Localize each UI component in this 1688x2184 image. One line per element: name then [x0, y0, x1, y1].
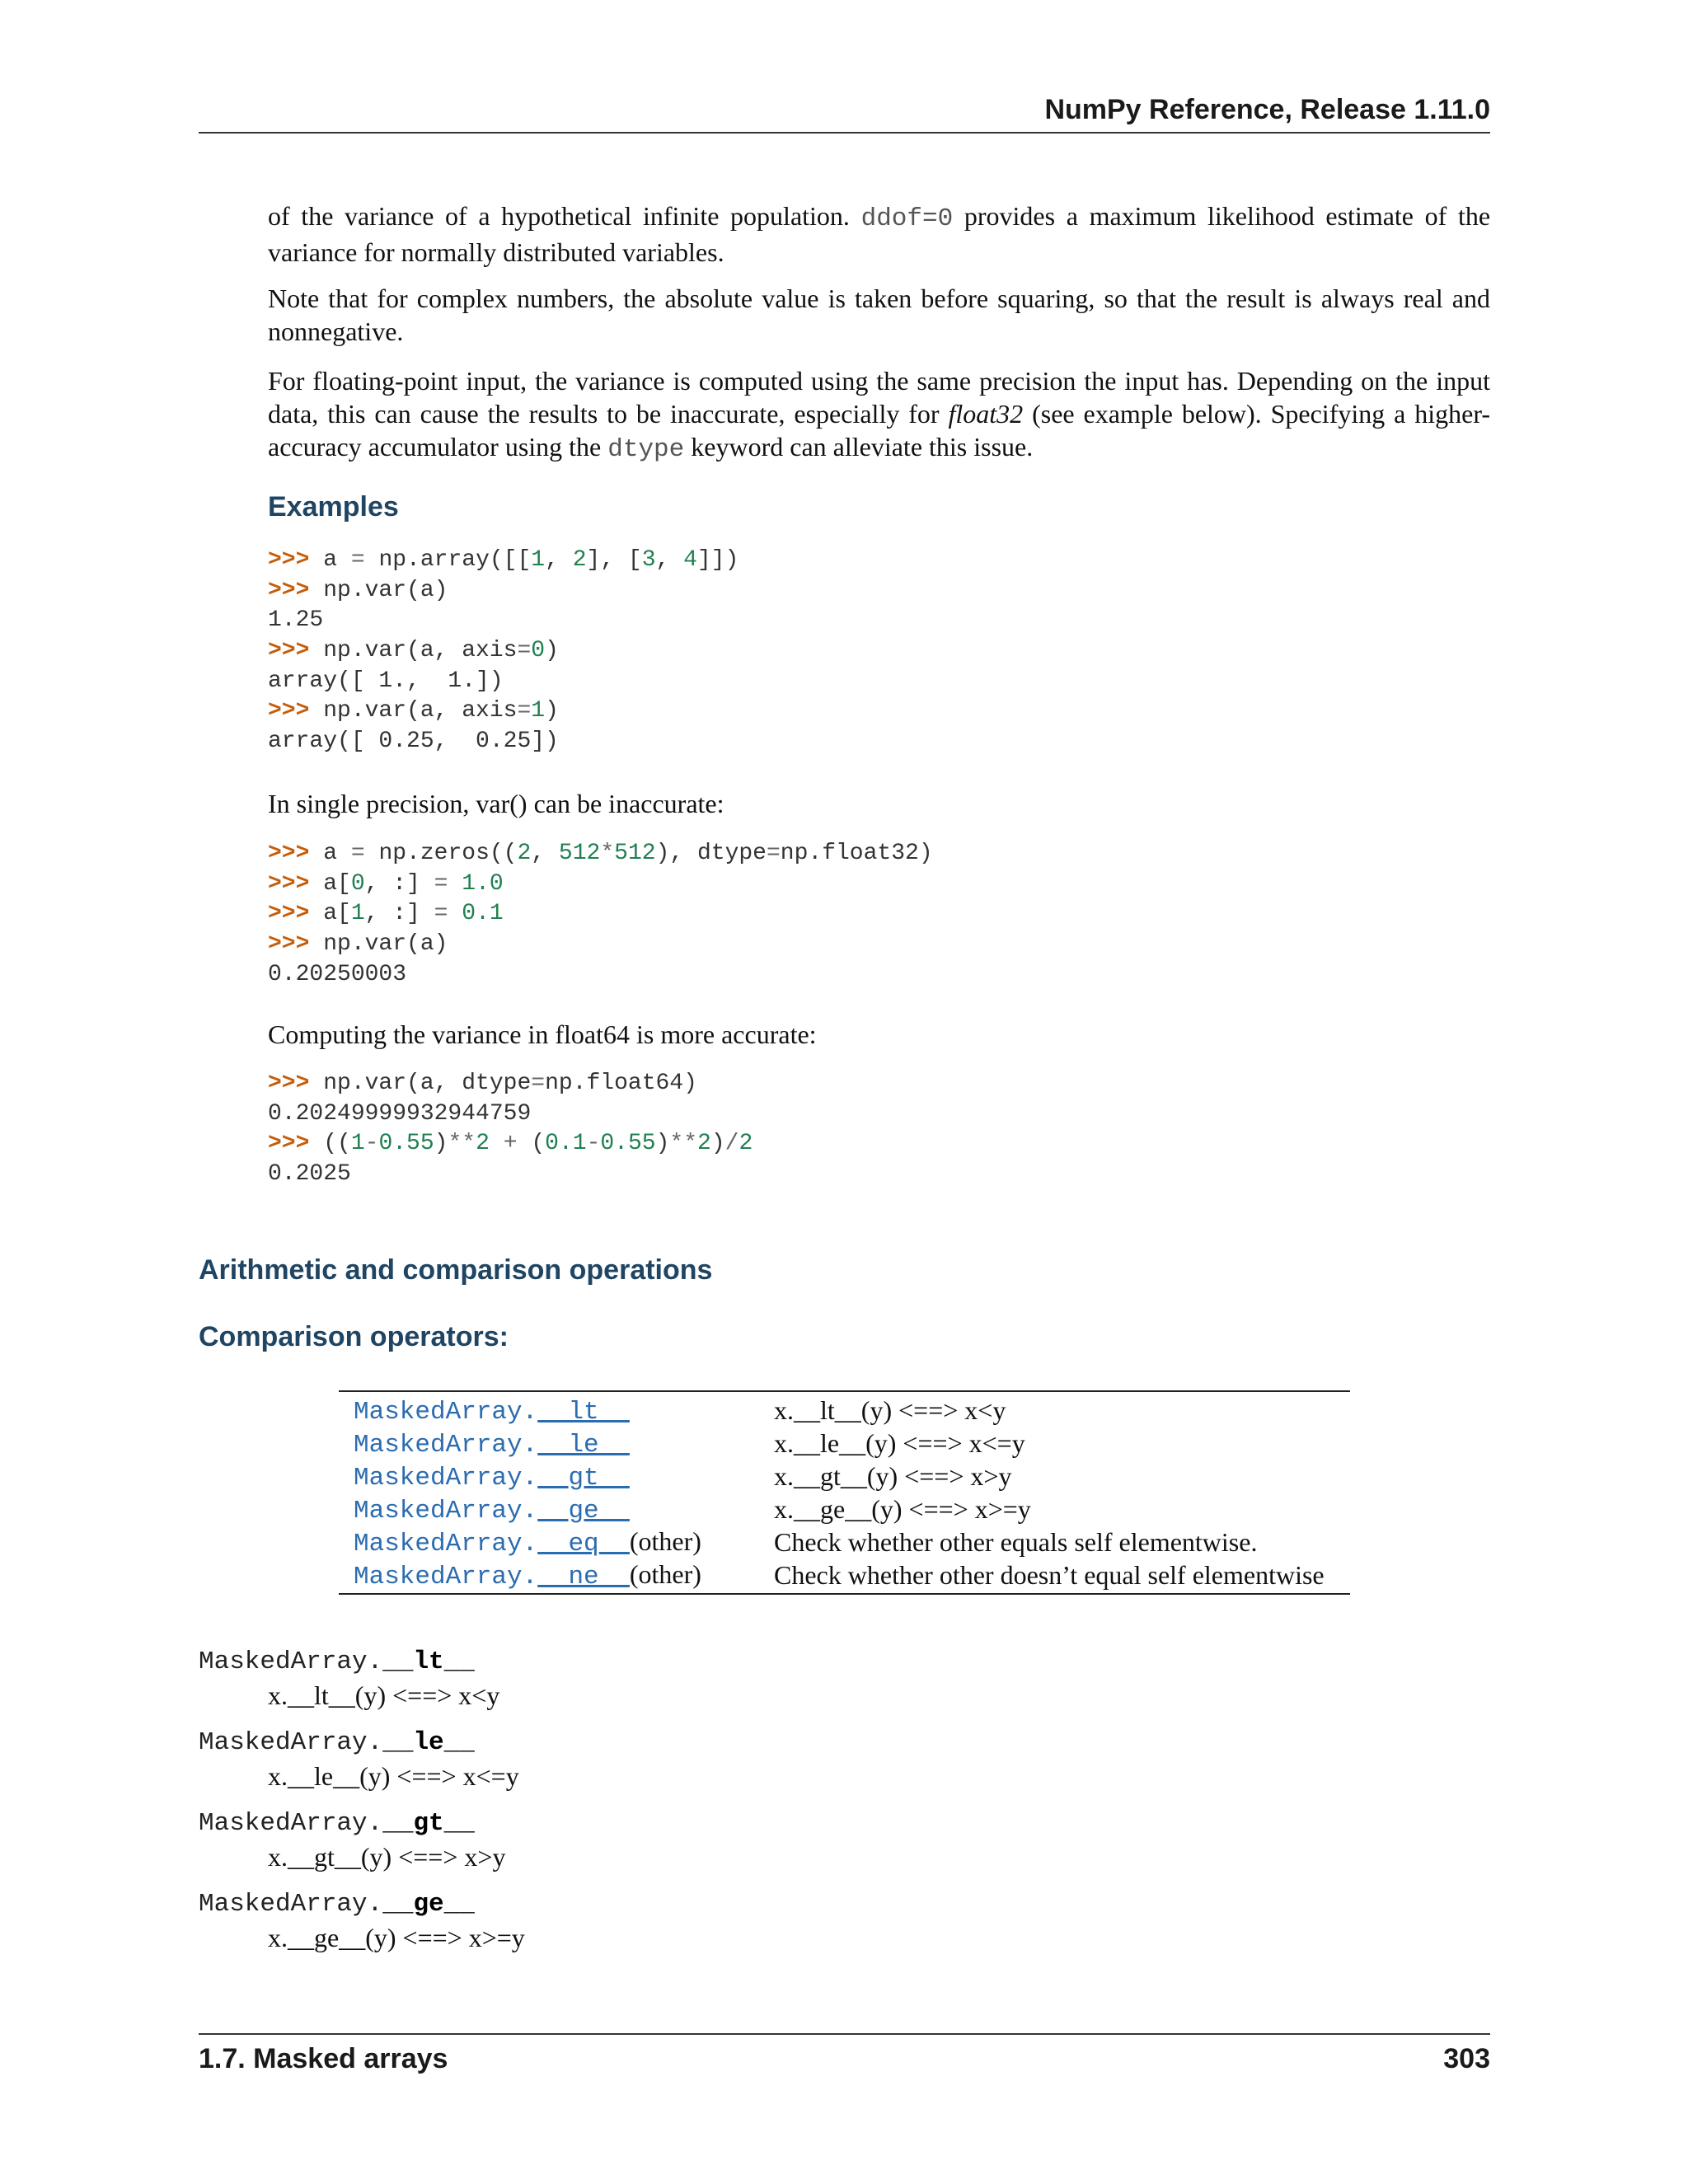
code-token-num: 3	[641, 547, 656, 573]
link-method: __le__	[537, 1430, 630, 1460]
paragraph-ddof	[268, 199, 1490, 269]
operator-link[interactable]	[354, 1530, 630, 1558]
code-token-out: 1.25	[268, 607, 324, 634]
table-cell-description: x.__ge__(y) <==> x>=y	[774, 1493, 1031, 1524]
code-line	[268, 1069, 753, 1099]
code-token-out: 0.2025	[268, 1161, 351, 1188]
paragraph-text: For floating-point input, the variance is computed using the same precision the input has. Depending on the input data, this can cause the results to be inaccurate, especially for	[268, 366, 1490, 429]
code-example-1	[268, 546, 738, 757]
code-token-out: )	[545, 698, 559, 724]
operator-link[interactable]	[354, 1497, 630, 1526]
code-token-num: 2	[738, 1131, 753, 1157]
code-line	[268, 960, 933, 991]
code-token-out: ,	[531, 841, 559, 866]
code-token-out: )	[545, 638, 559, 664]
code-token-num: 0	[531, 638, 546, 664]
code-token-num: 2	[572, 547, 587, 573]
signature-class: MaskedArray.	[199, 1647, 383, 1676]
code-token-num: 0.55	[600, 1131, 656, 1157]
emphasis-float32: float32	[948, 399, 1024, 429]
header-title: NumPy Reference, Release 1.11.0	[1044, 94, 1490, 125]
code-token-out: ,	[655, 547, 684, 573]
paragraph-text: Computing the variance in float64 is more accurate:	[268, 1019, 817, 1049]
code-token-out: np.var(a)	[323, 931, 448, 958]
table-cell-operator	[339, 1493, 774, 1526]
code-token-op: =	[434, 870, 448, 897]
code-token-op: =	[517, 698, 532, 724]
examples-heading: Examples	[268, 491, 399, 523]
code-token-op: =	[350, 547, 365, 573]
code-line	[268, 1160, 753, 1190]
code-token-num: 2	[476, 1131, 490, 1157]
code-token-prompt: >>>	[268, 638, 324, 664]
table-row	[339, 1394, 1350, 1427]
table-cell-description: Check whether other equals self elementwise.	[774, 1526, 1258, 1557]
code-line	[268, 636, 738, 667]
code-token-out: np.var(a, axis	[323, 638, 518, 664]
code-token-out: ((	[323, 1131, 351, 1157]
table-cell-operator	[339, 1559, 774, 1591]
code-line	[268, 1099, 753, 1130]
code-token-op: **	[669, 1131, 698, 1157]
method-definition	[199, 1807, 525, 1873]
code-token-out: ), dtype	[655, 841, 767, 866]
definitions-list	[199, 1646, 525, 1969]
paragraph-single-precision	[268, 787, 1490, 820]
link-class: MaskedArray.	[354, 1496, 538, 1526]
code-token-num: 4	[683, 547, 697, 573]
code-token-out	[448, 901, 462, 926]
code-token-op: =	[766, 841, 781, 866]
operator-args: (other)	[629, 1526, 701, 1556]
section-comparison-heading: Comparison operators:	[199, 1321, 509, 1352]
paragraph-text: provides a maximum likelihood estimate of the variance for normally distributed variables.	[268, 201, 1491, 267]
signature-method: __lt__	[382, 1647, 475, 1676]
operator-link[interactable]	[354, 1464, 630, 1493]
code-token-prompt: >>>	[268, 870, 324, 897]
code-token-out: a	[323, 547, 351, 573]
code-token-out: , :]	[364, 901, 434, 927]
code-token-num: 1	[350, 901, 365, 927]
paragraph-text: In single precision, var() can be inaccurate:	[268, 789, 724, 818]
code-token-out: )	[434, 1131, 448, 1157]
code-line	[268, 576, 738, 607]
table-row	[339, 1558, 1350, 1591]
table-cell-description: x.__lt__(y) <==> x<y	[774, 1394, 1006, 1425]
code-token-op: =	[350, 841, 365, 866]
code-token-op: =	[434, 901, 448, 927]
code-token-num: 1.0	[462, 870, 504, 897]
code-line	[268, 869, 933, 900]
link-class: MaskedArray.	[354, 1397, 538, 1427]
table-cell-operator	[339, 1526, 774, 1558]
signature-class: MaskedArray.	[199, 1728, 383, 1757]
code-token-out: np.var(a, dtype	[323, 1071, 532, 1096]
code-token-out: np.var(a, axis	[323, 698, 518, 724]
paragraph-text: of the variance of a hypothetical infinite population.	[268, 201, 850, 231]
code-token-out: ], [	[586, 547, 642, 573]
code-token-out: (	[517, 1131, 546, 1157]
signature-method: __gt__	[382, 1809, 475, 1838]
code-token-num: 0	[350, 870, 365, 897]
code-token-op: *	[600, 841, 615, 866]
code-token-out: array([ 0.25, 0.25])	[268, 729, 559, 755]
code-line	[268, 839, 933, 869]
code-token-out: np.array([[	[364, 547, 532, 573]
code-token-out: ]])	[696, 547, 739, 573]
code-token-op: =	[517, 638, 532, 664]
code-line	[268, 696, 738, 727]
link-class: MaskedArray.	[354, 1529, 538, 1558]
code-token-op: **	[448, 1131, 476, 1157]
code-token-op: =	[531, 1071, 546, 1096]
paragraph-float64	[268, 1018, 1490, 1051]
code-token-out: 0.20250003	[268, 961, 407, 987]
code-token-num: 0.55	[378, 1131, 434, 1157]
code-token-prompt: >>>	[268, 1131, 324, 1157]
paragraph-text: Note that for complex numbers, the absolute value is taken before squaring, so that the result is always real and nonnegative.	[268, 284, 1490, 346]
code-token-num: 512	[558, 841, 601, 866]
operator-link[interactable]	[354, 1563, 630, 1591]
signature-class: MaskedArray.	[199, 1890, 383, 1919]
code-token-num: 512	[614, 841, 656, 866]
code-token-out: np.float32)	[780, 841, 933, 866]
method-definition	[199, 1646, 525, 1712]
code-token-prompt: >>>	[268, 901, 324, 927]
table-cell-description: x.__le__(y) <==> x<=y	[774, 1427, 1025, 1458]
method-definition	[199, 1727, 525, 1793]
code-token-prompt: >>>	[268, 547, 324, 573]
footer-section: 1.7. Masked arrays	[199, 2043, 448, 2074]
link-class: MaskedArray.	[354, 1430, 538, 1460]
code-line	[268, 667, 738, 697]
table-cell-description: x.__gt__(y) <==> x>y	[774, 1460, 1012, 1491]
table-row	[339, 1493, 1350, 1526]
code-token-out: , :]	[364, 870, 434, 897]
signature-class: MaskedArray.	[199, 1809, 383, 1838]
paragraph-text: keyword can alleviate this issue.	[691, 432, 1034, 462]
code-line	[268, 606, 738, 636]
table-cell-operator	[339, 1460, 774, 1493]
code-token-out: 0.20249999932944759	[268, 1100, 532, 1127]
operator-args: (other)	[629, 1558, 701, 1589]
comparison-operators-table	[339, 1390, 1350, 1595]
code-token-prompt: >>>	[268, 1071, 324, 1096]
page-footer	[199, 2033, 1490, 2084]
inline-code-dtype: dtype	[607, 435, 685, 464]
link-method: __gt__	[537, 1463, 630, 1493]
code-token-num: 1	[350, 1131, 365, 1157]
signature-method: __le__	[382, 1728, 475, 1757]
paragraph-text: (see example below). Specifying a higher-accuracy accumulator using the	[268, 399, 1491, 462]
code-token-out	[448, 871, 462, 897]
link-method: __ne__	[537, 1562, 630, 1591]
table-row	[339, 1526, 1350, 1558]
table-row	[339, 1427, 1350, 1460]
page-header	[199, 92, 1490, 134]
method-description: x.__lt__(y) <==> x<y	[268, 1680, 500, 1710]
link-method: __ge__	[537, 1496, 630, 1526]
code-token-out: np.float64)	[545, 1071, 697, 1096]
table-row	[339, 1460, 1350, 1493]
table-cell-operator	[339, 1394, 774, 1427]
link-method: __lt__	[537, 1397, 630, 1427]
link-method: __eq__	[537, 1529, 630, 1558]
code-token-out: )	[655, 1131, 670, 1157]
code-token-num: 2	[517, 841, 532, 866]
code-token-num: 1	[531, 547, 546, 573]
code-token-num: 0.1	[545, 1131, 587, 1157]
code-token-out: a[	[323, 870, 351, 897]
code-token-out: np.zeros((	[364, 841, 518, 866]
code-token-out	[490, 1131, 504, 1156]
method-signature	[199, 1888, 525, 1921]
code-token-out: a	[323, 841, 351, 866]
code-token-op: +	[503, 1131, 518, 1157]
operator-link[interactable]	[354, 1431, 630, 1460]
code-token-num: 1	[531, 698, 546, 724]
method-description: x.__gt__(y) <==> x>y	[268, 1842, 506, 1872]
link-class: MaskedArray.	[354, 1562, 538, 1591]
signature-method: __ge__	[382, 1890, 475, 1919]
table-cell-description: Check whether other doesn’t equal self elementwise	[774, 1559, 1325, 1590]
code-line	[268, 546, 738, 576]
code-token-out: ,	[545, 547, 573, 573]
paragraph-precision	[268, 364, 1490, 466]
section-arithmetic-heading: Arithmetic and comparison operations	[199, 1254, 713, 1286]
code-token-prompt: >>>	[268, 931, 324, 958]
code-token-op: -	[586, 1131, 601, 1157]
code-token-out: array([ 1., 1.])	[268, 668, 504, 694]
method-description: x.__le__(y) <==> x<=y	[268, 1761, 519, 1791]
code-token-prompt: >>>	[268, 577, 324, 603]
method-definition	[199, 1888, 525, 1954]
link-class: MaskedArray.	[354, 1463, 538, 1493]
method-signature	[199, 1807, 525, 1840]
footer-page-number: 303	[1443, 2043, 1490, 2074]
code-token-num: 2	[697, 1131, 711, 1157]
code-example-2	[268, 839, 933, 990]
code-token-out: np.var(a)	[323, 577, 448, 603]
code-line	[268, 727, 738, 757]
code-line	[268, 899, 933, 930]
code-token-prompt: >>>	[268, 698, 324, 724]
inline-code-ddof: ddof=0	[860, 204, 954, 233]
code-token-out: a[	[323, 901, 351, 927]
code-token-prompt: >>>	[268, 841, 324, 866]
paragraph-complex	[268, 282, 1490, 348]
operator-link[interactable]	[354, 1398, 630, 1427]
code-line	[268, 930, 933, 960]
method-signature	[199, 1727, 525, 1760]
code-example-3	[268, 1069, 753, 1190]
code-token-out: )	[710, 1131, 725, 1157]
code-line	[268, 1129, 753, 1160]
code-token-op: /	[724, 1131, 739, 1157]
code-token-num: 0.1	[462, 901, 504, 927]
code-token-op: -	[364, 1131, 379, 1157]
table-cell-operator	[339, 1427, 774, 1460]
method-signature	[199, 1646, 525, 1679]
method-description: x.__ge__(y) <==> x>=y	[268, 1923, 525, 1952]
